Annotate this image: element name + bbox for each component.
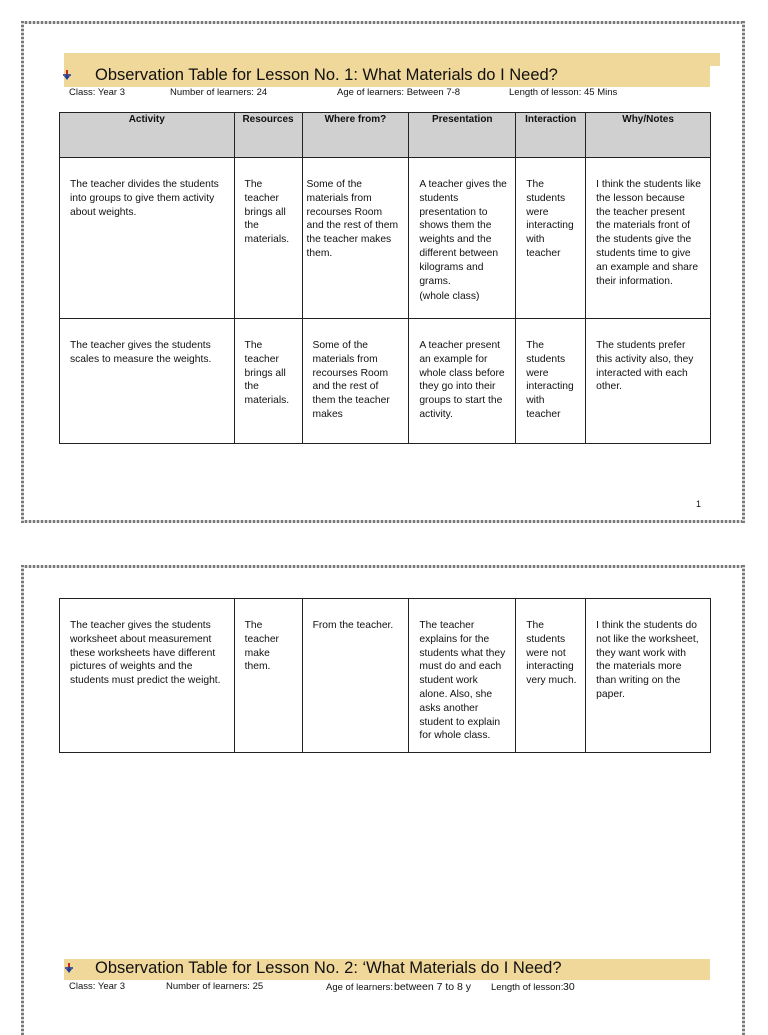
meta-class: Class: Year 3 — [69, 87, 125, 98]
meta-length-label: Length of lesson: — [491, 982, 564, 993]
meta-age-label: Age of learners: — [326, 982, 394, 993]
where-from-cell: Some of the materials from recourses Room and the rest of them the teacher makes — [312, 340, 390, 420]
document-page-1 — [21, 21, 745, 523]
bullet-arrow-icon — [63, 962, 75, 974]
bullet-arrow-icon — [61, 69, 73, 81]
table-row — [60, 158, 711, 319]
meta-age-value: between 7 to 8 y — [394, 981, 472, 993]
page-border-top — [21, 565, 745, 568]
activity-cell: The teacher gives the students worksheet about measurement these worksheets have different pictures of weights and the students must predict the weight. — [70, 620, 221, 687]
activity-cell: The teacher divides the students into groups to give them activity about weights. — [70, 179, 219, 218]
meta-length-value: 30 — [563, 981, 575, 993]
title-highlight-top — [64, 53, 720, 66]
table-row — [60, 319, 711, 444]
page-title: Observation Table for Lesson No. 1: What Materials do I Need? — [95, 66, 558, 84]
notes-cell: I think the students like the lesson because the teacher present the materials front of the students give the students time to give an example and share their information. — [596, 179, 701, 287]
resources-cell: The teacher make them. — [244, 620, 279, 673]
interaction-cell: The students were interacting with teacher — [526, 340, 574, 420]
presentation-cell: A teacher gives the students presentation to shows them the weights and the different between kilograms and grams. — [419, 179, 507, 287]
column-header: Activity — [60, 113, 235, 158]
resources-cell: The teacher brings all the materials. — [244, 179, 290, 246]
notes-cell: I think the students do not like the worksheet, they want work with the materials more than writing on the paper. — [596, 620, 699, 700]
where-from-cell: From the teacher. — [312, 620, 394, 631]
page-border-bottom — [21, 520, 745, 523]
meta-learners: Number of learners: 25 — [166, 981, 264, 992]
table-header-row — [60, 113, 711, 158]
interaction-cell: The students were interacting with teacher — [526, 179, 574, 259]
page-border-left — [21, 21, 24, 523]
meta-learners: Number of learners: 24 — [170, 87, 268, 98]
where-from-cell: Some of the materials from recourses Room and the rest of them the teacher makes them. — [306, 179, 399, 259]
column-header: Resources — [234, 113, 302, 158]
meta-length: Length of lesson: 45 Mins — [509, 87, 618, 98]
presentation-note: (whole class) — [419, 291, 480, 303]
meta-age: Age of learners: Between 7-8 — [337, 87, 461, 98]
column-header: Where from? — [302, 113, 409, 158]
document-page-2 — [21, 565, 745, 1035]
presentation-cell: The teacher explains for the students what they must do and each student work alone. Also, she asks another student to explain for whole class. — [419, 620, 506, 742]
interaction-cell: The students were not interacting very much. — [526, 620, 577, 687]
meta-class: Class: Year 3 — [69, 981, 125, 992]
resources-cell: The teacher brings all the materials. — [244, 340, 290, 407]
observation-table-continued — [59, 598, 711, 753]
page-title-lesson-2: Observation Table for Lesson No. 2: ‘What Materials do I Need? — [95, 959, 562, 977]
column-header: Why/Notes — [586, 113, 711, 158]
activity-cell: The teacher gives the students scales to measure the weights. — [70, 340, 212, 365]
page-border-left — [21, 565, 24, 1035]
page-number: 1 — [696, 499, 702, 509]
observation-table — [59, 112, 711, 444]
column-header: Interaction — [516, 113, 586, 158]
presentation-cell: A teacher present an example for whole class before they go into their groups to start the activity. — [419, 340, 505, 420]
page-border-right — [742, 565, 745, 1035]
notes-cell: The students prefer this activity also, they interacted with each other. — [596, 340, 694, 393]
page-border-top — [21, 21, 745, 24]
column-header: Presentation — [409, 113, 516, 158]
page-border-right — [742, 21, 745, 523]
table-row — [60, 599, 711, 753]
